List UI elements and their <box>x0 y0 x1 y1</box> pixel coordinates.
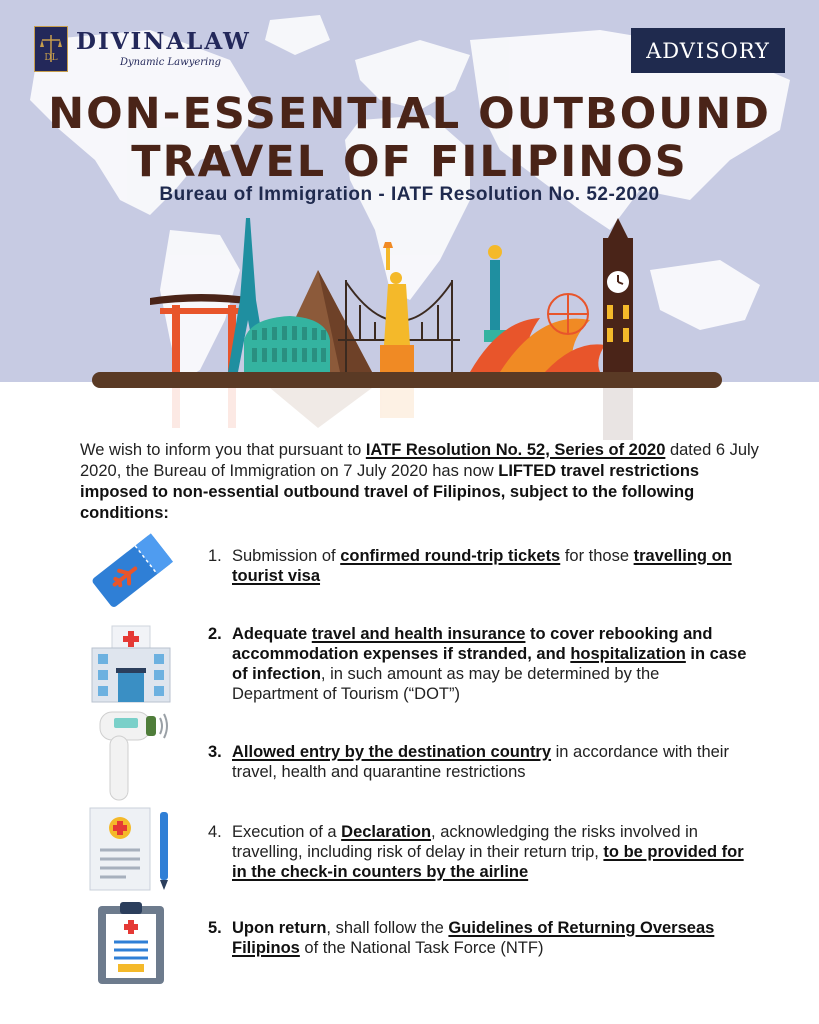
title-line-1: NON-ESSENTIAL OUTBOUND <box>48 89 771 139</box>
text-segment: in accordance with their travel, health and quarantine restrictions <box>232 743 729 781</box>
text-segment: Execution of a <box>232 823 342 841</box>
colosseum-icon <box>244 316 330 372</box>
condition-item-5 <box>208 918 748 958</box>
intro-paragraph <box>80 440 760 524</box>
emphasis-segment: to be provided for in the check-in counters by the airline <box>232 843 744 881</box>
condition-text <box>232 546 748 586</box>
landmarks-illustration <box>0 0 819 382</box>
condition-text <box>232 822 748 882</box>
emphasis-segment: travel and health insurance <box>311 625 526 643</box>
brand-name: DIVINALAW <box>76 28 251 55</box>
emphasis-segment: hospitalization <box>570 645 686 663</box>
statue-of-liberty-icon <box>380 242 414 372</box>
page-subtitle: Bureau of Immigration - IATF Resolution No. 52-2020 <box>159 184 660 205</box>
text-segment: for those <box>560 547 634 565</box>
advisory-badge: ADVISORY <box>631 28 785 73</box>
intro-text-2: dated 6 July 2020, the Bureau of Immigration on 7 July 2020 has now <box>80 441 759 480</box>
emphasis-segment: in case of infection <box>232 645 747 683</box>
text-segment: , acknowledging the risks involved in travelling, including risk of delay in their return trip, <box>232 823 698 861</box>
plane-ticket-icon <box>88 528 176 614</box>
emphasis-segment: Upon return <box>232 919 327 937</box>
ferris-wheel-icon <box>548 294 588 334</box>
thermometer-gun-icon <box>94 708 170 804</box>
emphasis-segment: Adequate <box>232 625 312 643</box>
intro-text-1: We wish to inform you that pursuant to <box>80 441 366 459</box>
declaration-form-icon <box>86 806 178 892</box>
victory-column-icon <box>484 245 506 342</box>
condition-item-4 <box>208 822 748 882</box>
emphasis-segment: travelling on tourist visa <box>232 547 732 585</box>
platform-graphic <box>0 368 819 440</box>
condition-number: 3. <box>208 743 222 761</box>
condition-item-1 <box>208 546 748 586</box>
big-ben-icon <box>603 218 633 372</box>
resolution-reference: IATF Resolution No. 52, Series of 2020 <box>365 441 666 459</box>
text-segment: Submission of <box>232 547 341 565</box>
condition-number: 5. <box>208 919 222 937</box>
hero-banner <box>0 0 819 382</box>
emphasis-segment: Allowed entry by the destination country <box>232 743 552 761</box>
condition-item-3 <box>208 742 748 782</box>
title-line-2: TRAVEL OF FILIPINOS <box>131 137 688 187</box>
text-segment: , in such amount as may be determined by the Department of Tourism (“DOT”) <box>232 665 660 703</box>
svg-text:DL: DL <box>44 53 58 63</box>
brand-tagline: Dynamic Lawyering <box>120 57 222 68</box>
emphasis-segment: to cover rebooking and accommodation expenses if stranded, and <box>232 625 713 663</box>
intro-text-3: LIFTED travel restrictions imposed to non-essential outbound travel of Filipinos, subject to the following conditions: <box>80 462 700 522</box>
text-segment: of the National Task Force (NTF) <box>299 939 544 957</box>
condition-text <box>232 742 748 782</box>
clipboard-icon <box>96 900 166 986</box>
text-segment: , shall follow the <box>326 919 449 937</box>
condition-number: 2. <box>208 625 222 643</box>
emphasis-segment: Guidelines of Returning Overseas Filipinos <box>232 919 715 957</box>
condition-text <box>232 918 748 958</box>
condition-number: 4. <box>208 823 222 841</box>
emphasis-segment: confirmed round-trip tickets <box>340 547 561 565</box>
condition-number: 1. <box>208 547 222 565</box>
emphasis-segment: Declaration <box>341 823 432 841</box>
hospital-icon <box>88 624 174 704</box>
condition-item-2 <box>208 624 748 704</box>
condition-text <box>232 624 748 704</box>
